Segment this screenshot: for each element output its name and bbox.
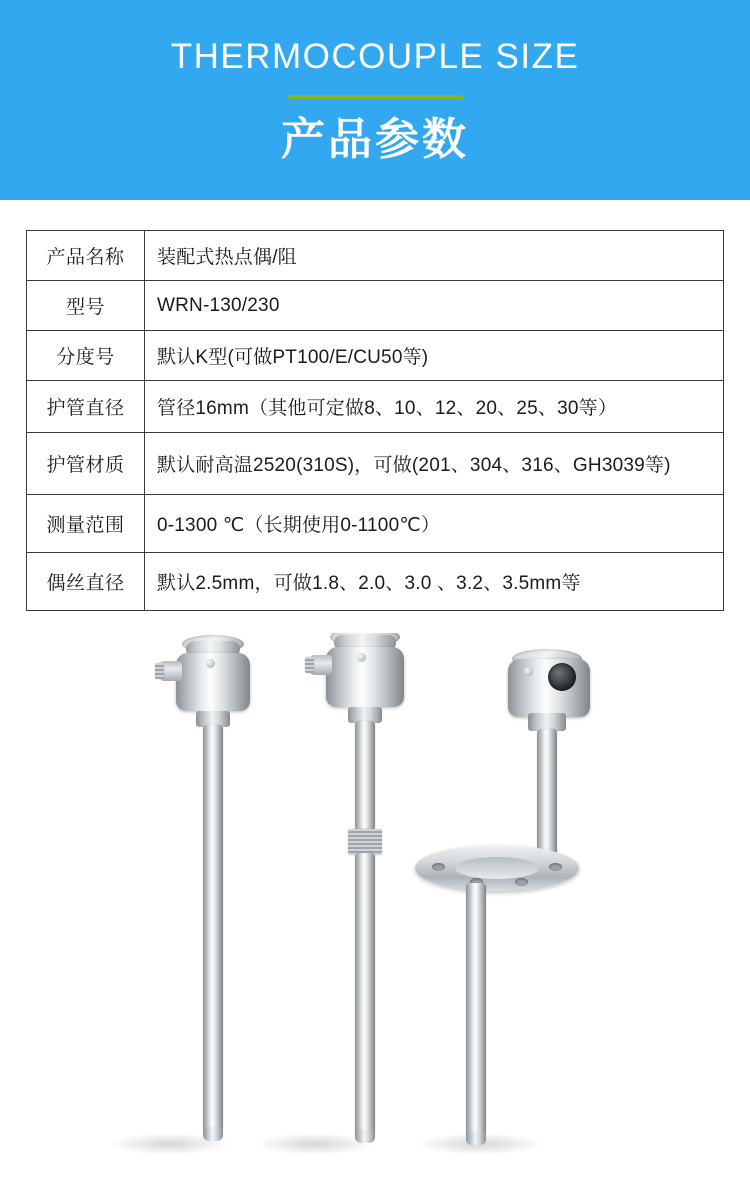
row-value-model: WRN-130/230 — [145, 281, 724, 331]
row-label-tube-material: 护管材质 — [27, 433, 145, 495]
protection-tube-lower — [466, 883, 486, 1139]
table-row — [27, 433, 724, 495]
protection-tube-tip — [203, 1127, 223, 1141]
cable-gland-nut — [155, 663, 164, 679]
banner-title-chinese: 产品参数 — [281, 114, 469, 164]
terminal-port-icon — [548, 663, 576, 691]
head-screw — [206, 659, 215, 668]
specification-section — [0, 200, 750, 611]
product-photo — [0, 633, 750, 1163]
row-label-tube-diameter: 护管直径 — [27, 381, 145, 433]
mounting-flange-inner — [455, 857, 539, 879]
row-value-measuring-range: 0-1300 ℃（长期使用0-1100℃） — [145, 495, 724, 553]
row-value-product-name: 装配式热点偶/阻 — [145, 231, 724, 281]
row-label-product-name: 产品名称 — [27, 231, 145, 281]
row-label-model: 型号 — [27, 281, 145, 331]
row-value-wire-diameter: 默认2.5mm，可做1.8、2.0、3.0 、3.2、3.5mm等 — [145, 553, 724, 611]
table-row — [27, 495, 724, 553]
flange-bolt-hole — [432, 863, 445, 871]
table-row — [27, 231, 724, 281]
row-label-measuring-range: 测量范围 — [27, 495, 145, 553]
protection-tube-tip — [466, 1131, 486, 1145]
cable-gland-nut — [305, 657, 314, 673]
head-screw — [357, 653, 366, 662]
threaded-connection-nut — [348, 829, 382, 855]
row-value-tube-material: 默认耐高温2520(310S)，可做(201、304、316、GH3039等) — [145, 433, 724, 495]
head-screw — [524, 667, 533, 676]
protection-tube-tip — [355, 1129, 375, 1143]
flange-bolt-hole — [549, 863, 562, 871]
protection-tube-upper — [355, 721, 375, 831]
protection-tube — [203, 725, 223, 1135]
protection-tube-lower — [355, 853, 375, 1137]
junction-box-head — [508, 659, 590, 717]
page-header-banner — [0, 0, 750, 200]
row-value-graduation: 默认K型(可做PT100/E/CU50等) — [145, 331, 724, 381]
row-label-wire-diameter: 偶丝直径 — [27, 553, 145, 611]
table-row — [27, 331, 724, 381]
row-label-graduation: 分度号 — [27, 331, 145, 381]
table-row — [27, 553, 724, 611]
banner-title-english: THERMOCOUPLE SIZE — [170, 37, 580, 76]
row-value-tube-diameter: 管径16mm（其他可定做8、10、12、20、25、30等） — [145, 381, 724, 433]
flange-bolt-hole — [515, 878, 528, 886]
table-row — [27, 281, 724, 331]
protection-tube-upper — [537, 729, 557, 859]
specification-table — [26, 230, 724, 611]
table-row — [27, 381, 724, 433]
